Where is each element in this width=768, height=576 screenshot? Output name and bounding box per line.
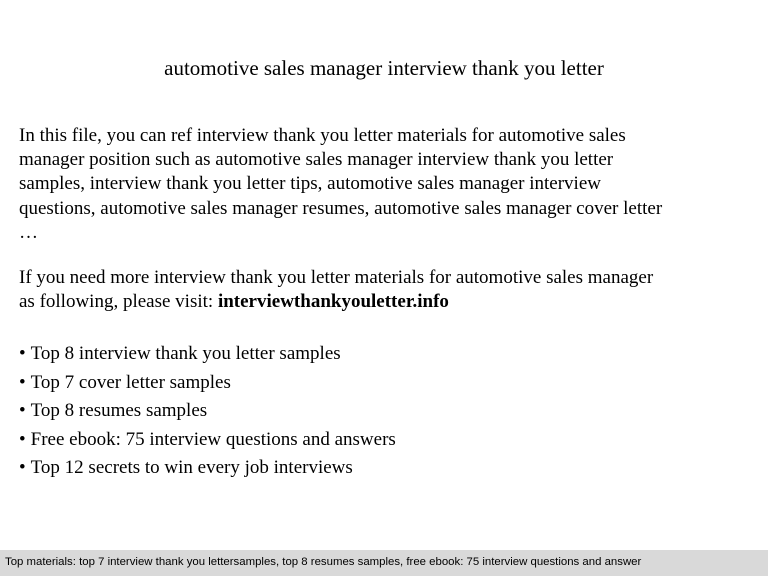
list-item — [19, 369, 396, 398]
page-title: automotive sales manager interview thank you letter — [164, 56, 604, 80]
bullet-icon: • — [19, 428, 26, 450]
list-item-label: Free ebook: 75 interview questions and answers — [30, 428, 396, 450]
footer-text: Top materials: top 7 interview thank you lettersamples, top 8 resumes samples, free ebook: 75 interview questions and answer — [5, 556, 642, 568]
list-item — [19, 340, 396, 369]
site-link[interactable]: interviewthankyouletter.info — [217, 291, 449, 313]
more-info-line: If you need more interview thank you letter materials for automotive sales manager — [19, 267, 654, 288]
more-info-prefix: as following, please visit: — [19, 291, 218, 313]
intro-line: questions, automotive sales manager resumes, automotive sales manager cover letter — [19, 197, 663, 219]
more-info-paragraph — [19, 266, 754, 314]
intro-line: samples, interview thank you letter tips, automotive sales manager interview — [19, 173, 601, 195]
bullet-icon: • — [19, 371, 26, 393]
list-item-label: Top 12 secrets to win every job interviews — [30, 457, 353, 479]
list-item — [19, 426, 396, 455]
more-info-line — [19, 290, 754, 314]
bullet-icon: • — [19, 457, 26, 479]
list-item-label: Top 8 interview thank you letter samples — [30, 343, 341, 364]
intro-line: manager position such as automotive sales manager interview thank you letter — [19, 149, 614, 171]
footer-bar — [0, 550, 768, 576]
intro-line: In this file, you can ref interview thank you letter materials for automotive sales — [19, 125, 626, 146]
materials-list — [19, 340, 396, 483]
bullet-icon: • — [19, 400, 26, 422]
list-item — [19, 454, 396, 483]
list-item-label: Top 8 resumes samples — [30, 400, 208, 422]
intro-paragraph — [19, 124, 754, 245]
bullet-icon: • — [19, 343, 26, 364]
list-item-label: Top 7 cover letter samples — [30, 371, 231, 393]
list-item — [19, 397, 396, 426]
intro-ellipsis: … — [19, 221, 38, 243]
